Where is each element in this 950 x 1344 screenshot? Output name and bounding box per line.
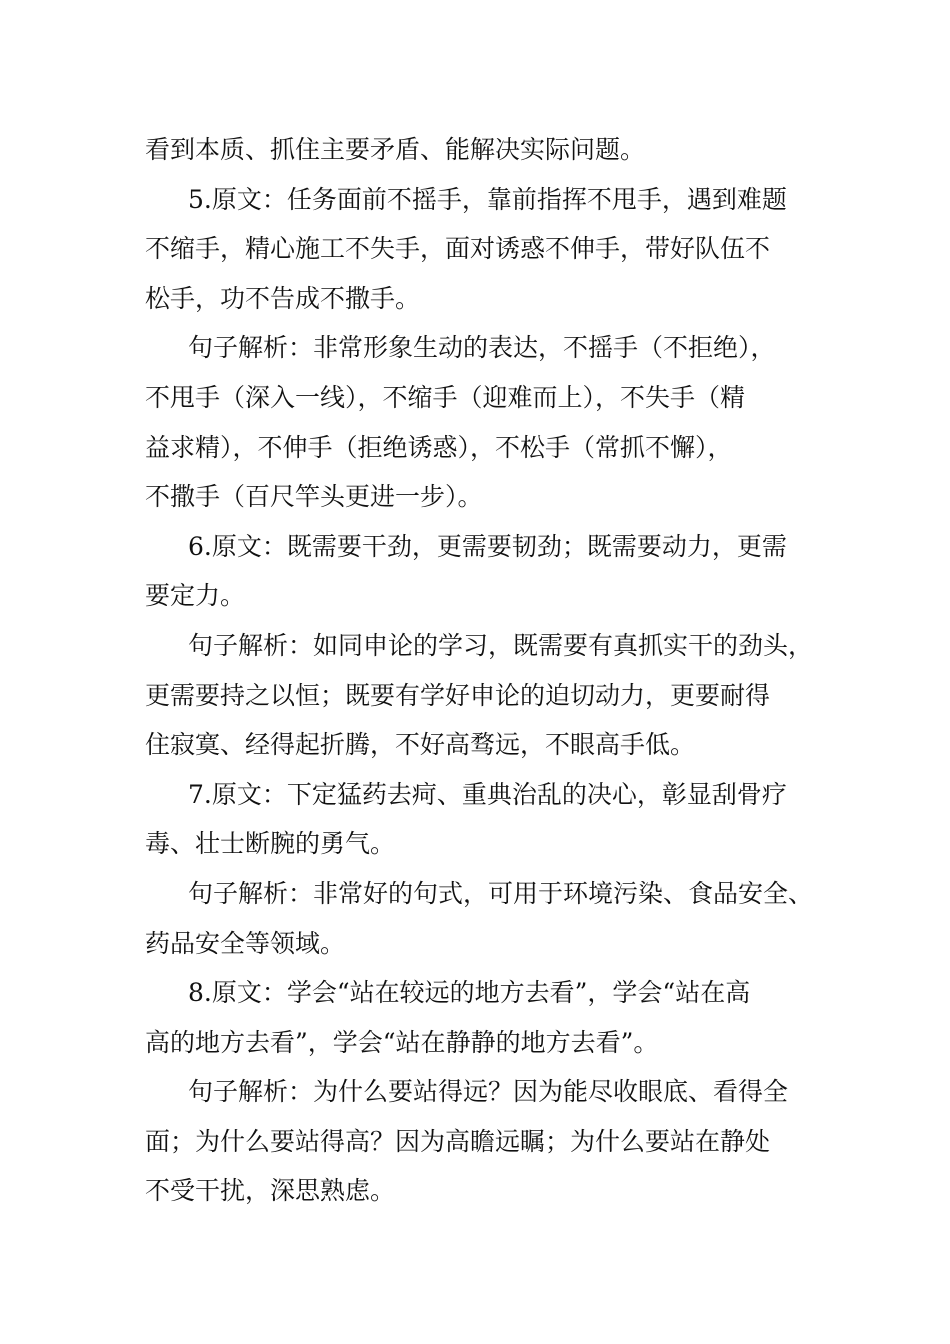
paragraph-item-5-analysis: [145, 323, 845, 521]
text-line: 住寂寞、经得起折腾，不好高骛远，不眼高手低。: [145, 730, 696, 760]
paragraph-item-7-original: [145, 770, 845, 869]
text-line: 句子解析：非常形象生动的表达，不摇手（不拒绝），: [188, 333, 776, 363]
paragraph-item-6-analysis: [145, 621, 845, 770]
document-body: [145, 125, 845, 1216]
text-line: 要定力。: [145, 581, 246, 611]
text-line: 不受干扰，深思熟虑。: [145, 1176, 396, 1206]
text-line: 句子解析：如同申论的学习，既需要有真抓实干的劲头，: [188, 630, 814, 660]
text-line: 看到本质、抓住主要矛盾、能解决实际问题。: [145, 135, 646, 164]
text-line: 益求精），不伸手（拒绝诱惑），不松手（常抓不懈），: [145, 432, 733, 462]
text-line: 句子解析：为什么要站得远？因为能尽收眼底、看得全: [188, 1077, 789, 1107]
text-line: 药品安全等领域。: [145, 928, 346, 958]
paragraph-continuation: [145, 125, 845, 175]
paragraph-item-8-analysis: [145, 1067, 845, 1216]
paragraph-item-5-original: [145, 175, 845, 324]
text-line: 6.原文：既需要干劲，更需要韧劲；既需要动力，更需: [188, 531, 787, 561]
text-line: 高的地方去看”，学会“站在静静的地方去看”。: [145, 1027, 659, 1057]
text-line: 面；为什么要站得高？因为高瞻远瞩；为什么要站在静处: [145, 1126, 771, 1156]
text-line: 不缩手，精心施工不失手，面对诱惑不伸手，带好队伍不: [145, 234, 771, 264]
text-line: 更需要持之以恒；既要有学好申论的迫切动力，更要耐得: [145, 680, 771, 710]
text-line: 句子解析：非常好的句式，可用于环境污染、食品安全、: [188, 878, 814, 908]
paragraph-item-8-original: [145, 968, 845, 1067]
text-line: 5.原文：任务面前不摇手，靠前指挥不甩手，遇到难题: [188, 184, 787, 214]
text-line: 不撒手（百尺竿头更进一步）。: [145, 482, 483, 512]
paragraph-item-6-original: [145, 522, 845, 621]
text-line: 7.原文：下定猛药去疴、重典治乱的决心，彰显刮骨疗: [188, 779, 787, 809]
text-line: 毒、壮士断腕的勇气。: [145, 829, 396, 859]
text-line: 不甩手（深入一线），不缩手（迎难而上），不失手（精: [145, 382, 746, 412]
text-line: 松手，功不告成不撒手。: [145, 283, 421, 313]
text-line: 8.原文：学会“站在较远的地方去看”，学会“站在高: [188, 978, 751, 1008]
paragraph-item-7-analysis: [145, 869, 845, 968]
